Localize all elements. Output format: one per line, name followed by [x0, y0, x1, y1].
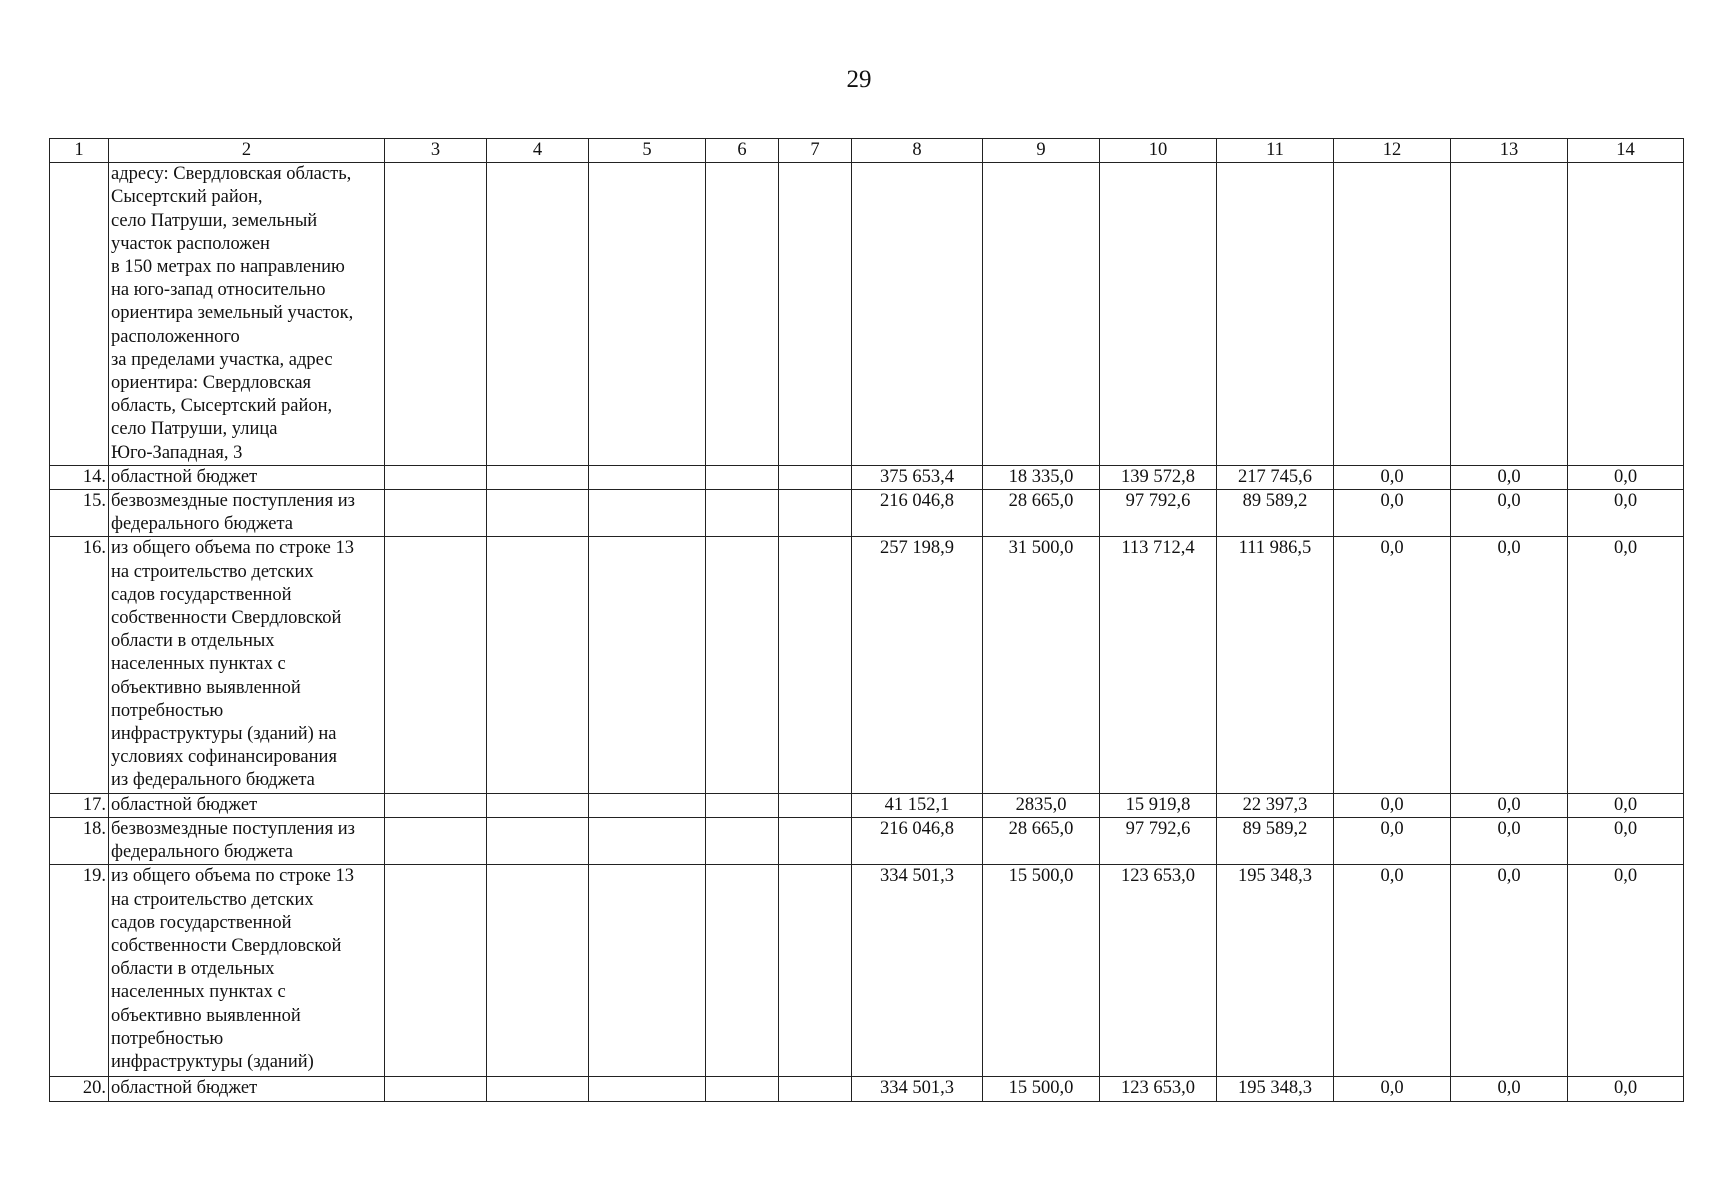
description-line: инфраструктуры (зданий)	[111, 1051, 314, 1072]
description-line: областной бюджет	[111, 794, 258, 815]
value-cell-col-13: 0,0	[1451, 793, 1568, 817]
row-number: 16.	[50, 537, 109, 793]
value-cell-col-11: 22 397,3	[1217, 793, 1334, 817]
empty-cell-col-3	[385, 793, 487, 817]
table-row	[50, 163, 1684, 466]
empty-cell-col-3	[385, 465, 487, 489]
empty-cell-col-5	[589, 163, 706, 466]
empty-cell-col-5	[589, 817, 706, 864]
empty-cell-col-7	[779, 865, 852, 1077]
value-cell-col-13: 0,0	[1451, 465, 1568, 489]
description-line: на строительство детских	[111, 889, 314, 910]
column-header-7: 7	[779, 139, 852, 163]
empty-cell-col-3	[385, 1077, 487, 1101]
empty-cell-col-5	[589, 865, 706, 1077]
empty-cell-col-5	[589, 793, 706, 817]
row-number	[50, 163, 109, 466]
value-cell-col-10: 139 572,8	[1100, 465, 1217, 489]
empty-cell-col-5	[589, 465, 706, 489]
value-cell-col-11: 217 745,6	[1217, 465, 1334, 489]
value-cell-col-11: 89 589,2	[1217, 490, 1334, 537]
column-header-12: 12	[1334, 139, 1451, 163]
empty-cell-col-7	[779, 163, 852, 466]
description-line: садов государственной	[111, 912, 292, 933]
empty-cell-col-6	[706, 163, 779, 466]
description-line: на юго-запад относительно	[111, 280, 326, 301]
value-cell-col-12: 0,0	[1334, 490, 1451, 537]
column-header-11: 11	[1217, 139, 1334, 163]
row-description	[109, 490, 385, 537]
column-header-6: 6	[706, 139, 779, 163]
row-description	[109, 793, 385, 817]
description-line: на строительство детских	[111, 561, 314, 582]
value-cell-col-10	[1100, 163, 1217, 466]
empty-cell-col-7	[779, 465, 852, 489]
value-cell-col-14	[1568, 163, 1684, 466]
description-line: село Патруши, улица	[111, 419, 278, 440]
value-cell-col-14: 0,0	[1568, 817, 1684, 864]
value-cell-col-8: 41 152,1	[852, 793, 983, 817]
empty-cell-col-5	[589, 490, 706, 537]
value-cell-col-11	[1217, 163, 1334, 466]
table-row	[50, 817, 1684, 864]
empty-cell-col-4	[487, 163, 589, 466]
description-line: объективно выявленной	[111, 677, 301, 698]
description-line: потребностью	[111, 1028, 224, 1049]
value-cell-col-8: 334 501,3	[852, 1077, 983, 1101]
empty-cell-col-4	[487, 465, 589, 489]
value-cell-col-13: 0,0	[1451, 1077, 1568, 1101]
empty-cell-col-3	[385, 817, 487, 864]
column-header-5: 5	[589, 139, 706, 163]
table-row	[50, 865, 1684, 1077]
value-cell-col-10: 15 919,8	[1100, 793, 1217, 817]
value-cell-col-14: 0,0	[1568, 490, 1684, 537]
value-cell-col-13: 0,0	[1451, 537, 1568, 793]
value-cell-col-8: 375 653,4	[852, 465, 983, 489]
value-cell-col-13: 0,0	[1451, 490, 1568, 537]
page-number: 29	[846, 66, 872, 93]
budget-table	[49, 138, 1684, 1102]
value-cell-col-11: 195 348,3	[1217, 865, 1334, 1077]
description-line: адресу: Свердловская область,	[111, 164, 352, 185]
empty-cell-col-3	[385, 490, 487, 537]
empty-cell-col-6	[706, 537, 779, 793]
value-cell-col-12: 0,0	[1334, 465, 1451, 489]
description-line: потребностью	[111, 700, 224, 721]
value-cell-col-9: 15 500,0	[983, 1077, 1100, 1101]
value-cell-col-9: 28 665,0	[983, 490, 1100, 537]
value-cell-col-8: 334 501,3	[852, 865, 983, 1077]
description-line: за пределами участка, адрес	[111, 349, 333, 370]
value-cell-col-12: 0,0	[1334, 817, 1451, 864]
value-cell-col-10: 97 792,6	[1100, 817, 1217, 864]
value-cell-col-14: 0,0	[1568, 537, 1684, 793]
value-cell-col-8: 216 046,8	[852, 817, 983, 864]
column-header-2: 2	[109, 139, 385, 163]
value-cell-col-14: 0,0	[1568, 1077, 1684, 1101]
description-line: село Патруши, земельный	[111, 210, 318, 231]
value-cell-col-12: 0,0	[1334, 1077, 1451, 1101]
value-cell-col-8: 257 198,9	[852, 537, 983, 793]
value-cell-col-8	[852, 163, 983, 466]
row-number: 19.	[50, 865, 109, 1077]
description-line: расположенного	[111, 326, 240, 347]
empty-cell-col-4	[487, 793, 589, 817]
empty-cell-col-3	[385, 163, 487, 466]
description-line: ориентира земельный участок,	[111, 303, 354, 324]
row-number: 18.	[50, 817, 109, 864]
description-line: области в отдельных	[111, 959, 275, 980]
description-line: садов государственной	[111, 584, 292, 605]
column-header-3: 3	[385, 139, 487, 163]
value-cell-col-9: 31 500,0	[983, 537, 1100, 793]
empty-cell-col-7	[779, 490, 852, 537]
description-line: федерального бюджета	[111, 842, 294, 863]
row-description	[109, 465, 385, 489]
row-number: 15.	[50, 490, 109, 537]
value-cell-col-10: 97 792,6	[1100, 490, 1217, 537]
table-row	[50, 490, 1684, 537]
description-line: в 150 метрах по направлению	[111, 257, 345, 278]
empty-cell-col-6	[706, 865, 779, 1077]
row-description	[109, 1077, 385, 1101]
description-line: условиях софинансирования	[111, 747, 337, 768]
value-cell-col-9: 28 665,0	[983, 817, 1100, 864]
row-number: 17.	[50, 793, 109, 817]
value-cell-col-10: 123 653,0	[1100, 865, 1217, 1077]
value-cell-col-12	[1334, 163, 1451, 466]
empty-cell-col-5	[589, 1077, 706, 1101]
empty-cell-col-6	[706, 490, 779, 537]
description-line: области в отдельных	[111, 631, 275, 652]
description-line: ориентира: Свердловская	[111, 373, 312, 394]
row-description	[109, 817, 385, 864]
description-line: населенных пунктах с	[111, 654, 286, 675]
value-cell-col-13: 0,0	[1451, 817, 1568, 864]
description-line: областной бюджет	[111, 466, 258, 487]
value-cell-col-14: 0,0	[1568, 865, 1684, 1077]
row-description	[109, 537, 385, 793]
value-cell-col-9: 18 335,0	[983, 465, 1100, 489]
description-line: Юго-Западная, 3	[111, 442, 243, 463]
empty-cell-col-3	[385, 865, 487, 1077]
description-line: участок расположен	[111, 233, 270, 254]
value-cell-col-14: 0,0	[1568, 793, 1684, 817]
column-header-4: 4	[487, 139, 589, 163]
value-cell-col-14: 0,0	[1568, 465, 1684, 489]
header-row	[50, 139, 1684, 163]
value-cell-col-11: 111 986,5	[1217, 537, 1334, 793]
value-cell-col-12: 0,0	[1334, 793, 1451, 817]
value-cell-col-9: 2835,0	[983, 793, 1100, 817]
value-cell-col-12: 0,0	[1334, 865, 1451, 1077]
table-row	[50, 793, 1684, 817]
value-cell-col-10: 113 712,4	[1100, 537, 1217, 793]
column-header-9: 9	[983, 139, 1100, 163]
description-line: из общего объема по строке 13	[111, 866, 355, 887]
value-cell-col-11: 89 589,2	[1217, 817, 1334, 864]
description-line: инфраструктуры (зданий) на	[111, 724, 337, 745]
row-description	[109, 865, 385, 1077]
row-description	[109, 163, 385, 466]
description-line: собственности Свердловской	[111, 935, 342, 956]
table-body	[50, 139, 1684, 1102]
empty-cell-col-4	[487, 865, 589, 1077]
description-line: область, Сысертский район,	[111, 396, 333, 417]
value-cell-col-13: 0,0	[1451, 865, 1568, 1077]
empty-cell-col-7	[779, 817, 852, 864]
empty-cell-col-3	[385, 537, 487, 793]
empty-cell-col-7	[779, 537, 852, 793]
row-number: 14.	[50, 465, 109, 489]
description-line: из общего объема по строке 13	[111, 538, 355, 559]
empty-cell-col-6	[706, 793, 779, 817]
value-cell-col-9: 15 500,0	[983, 865, 1100, 1077]
table-row	[50, 1077, 1684, 1101]
description-line: объективно выявленной	[111, 1005, 301, 1026]
empty-cell-col-4	[487, 1077, 589, 1101]
empty-cell-col-6	[706, 817, 779, 864]
column-header-8: 8	[852, 139, 983, 163]
description-line: собственности Свердловской	[111, 608, 342, 629]
column-header-14: 14	[1568, 139, 1684, 163]
empty-cell-col-4	[487, 817, 589, 864]
table-row	[50, 465, 1684, 489]
empty-cell-col-6	[706, 465, 779, 489]
description-line: Сысертский район,	[111, 187, 263, 208]
column-header-13: 13	[1451, 139, 1568, 163]
value-cell-col-10: 123 653,0	[1100, 1077, 1217, 1101]
row-number: 20.	[50, 1077, 109, 1101]
description-line: населенных пунктах с	[111, 982, 286, 1003]
empty-cell-col-6	[706, 1077, 779, 1101]
description-line: из федерального бюджета	[111, 770, 315, 791]
description-line: безвозмездные поступления из	[111, 491, 355, 512]
description-line: федерального бюджета	[111, 514, 294, 535]
description-line: безвозмездные поступления из	[111, 818, 355, 839]
value-cell-col-11: 195 348,3	[1217, 1077, 1334, 1101]
value-cell-col-8: 216 046,8	[852, 490, 983, 537]
description-line: областной бюджет	[111, 1078, 258, 1099]
column-header-10: 10	[1100, 139, 1217, 163]
empty-cell-col-4	[487, 537, 589, 793]
value-cell-col-12: 0,0	[1334, 537, 1451, 793]
column-header-1: 1	[50, 139, 109, 163]
table-row	[50, 537, 1684, 793]
empty-cell-col-5	[589, 537, 706, 793]
empty-cell-col-7	[779, 793, 852, 817]
value-cell-col-13	[1451, 163, 1568, 466]
value-cell-col-9	[983, 163, 1100, 466]
empty-cell-col-4	[487, 490, 589, 537]
empty-cell-col-7	[779, 1077, 852, 1101]
